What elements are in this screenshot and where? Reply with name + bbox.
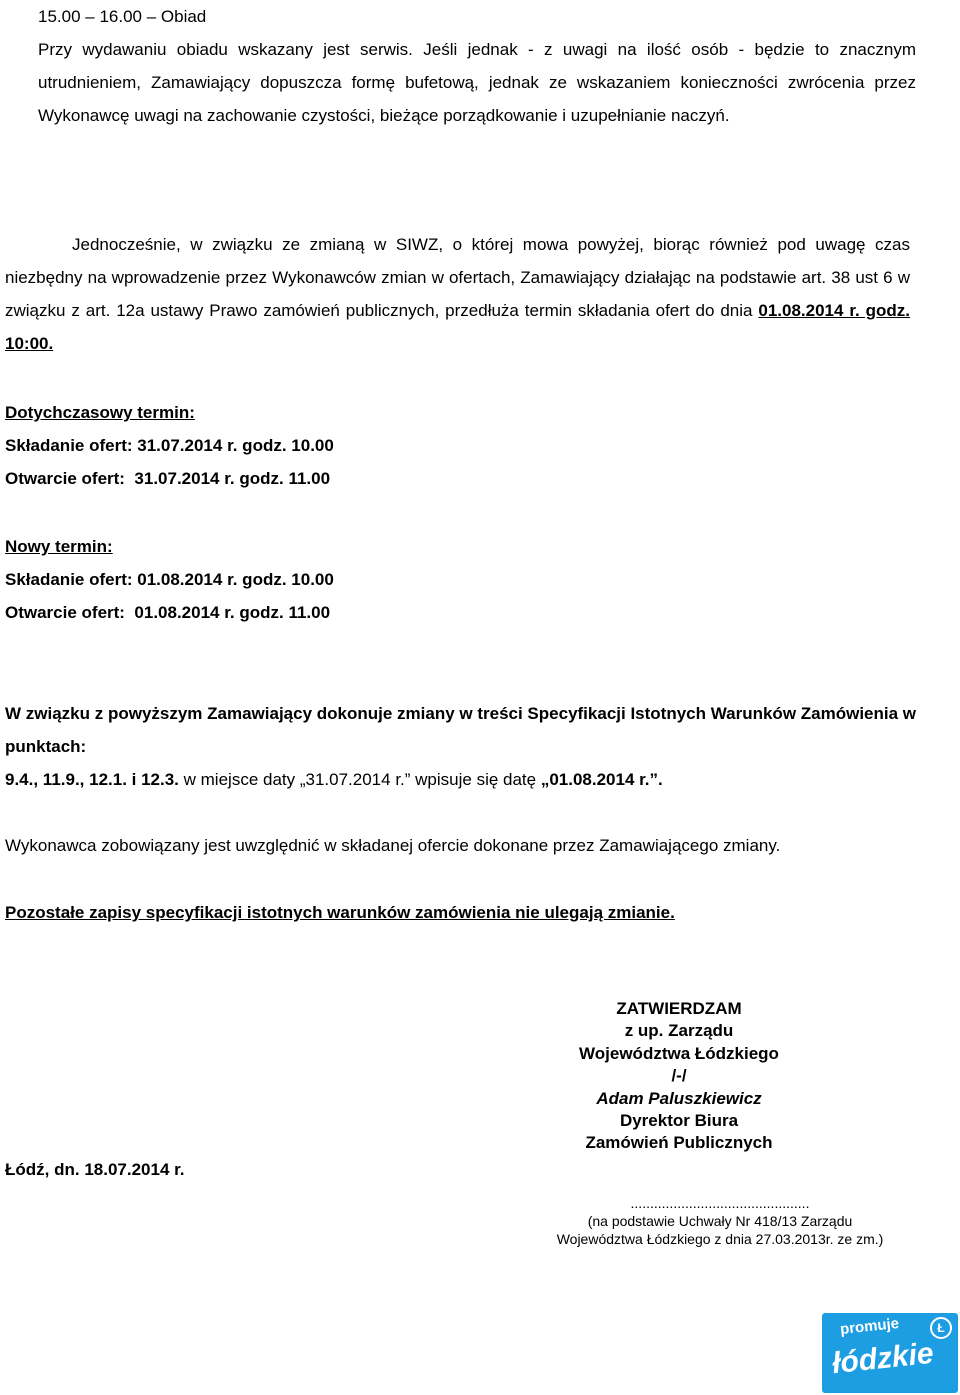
lunch-body: Przy wydawaniu obiadu wskazany jest serwis. Jeśli jednak - z uwagi na ilość osób - będzie to znacznym utrudnieniem, Zamawiający dopuszcza formę bufetową, jednak ze wskazaniem konieczności zwrócenia przez Wykonawcę uwagi na zachowanie czystości, bieżące porządkowanie i uzupełnianie naczyń. — [38, 40, 916, 125]
lunch-section — [38, 0, 916, 132]
footnote — [520, 1194, 920, 1248]
extension-text: Jednocześnie, w związku ze zmianą w SIWZ, o której mowa powyżej, biorąc również pod uwagę czas niezbędny na wprowadzenie przez Wykonawców zmian w ofertach, Zamawiający działając na podstawie art. 38 ust 6 w związku z art. 12a ustawy Prawo zamówień publicznych, przedłuża termin składania ofert do dnia — [5, 235, 910, 320]
lunch-time: 15.00 – 16.00 – Obiad — [38, 7, 207, 26]
old-term-opening: Otwarcie ofert: 31.07.2014 r. godz. 11.00 — [5, 469, 331, 488]
footnote-dots: .............................................. — [630, 1195, 810, 1211]
place-date: Łódź, dn. 18.07.2014 r. — [5, 1160, 185, 1179]
approval-role2: Zamówień Publicznych — [585, 1133, 773, 1153]
footnote-line2: Województwa Łódzkiego z dnia 27.03.2013r. ze zm.) — [556, 1231, 884, 1247]
approval-line1: ZATWIERDZAM — [616, 999, 742, 1018]
old-term-submission: Składanie ofert: 31.07.2014 r. godz. 10.00 — [5, 436, 334, 455]
approval-line4: /-/ — [671, 1066, 687, 1086]
extension-paragraph — [5, 228, 910, 360]
contractor-note: Wykonawca zobowiązany jest uwzględnić w składanej ofercie dokonane przez Zamawiającego zmiany. — [5, 836, 781, 855]
logo-mark-icon: Ł — [930, 1317, 952, 1339]
new-term-section — [5, 530, 705, 629]
changes-section — [5, 697, 925, 796]
approval-line2: z up. Zarządu — [624, 1021, 734, 1041]
new-term-heading: Nowy termin: — [5, 537, 113, 556]
approval-name: Adam Paluszkiewicz — [596, 1088, 762, 1108]
logo-big-text: łódzkie — [830, 1336, 936, 1381]
changes-new-date: „01.08.2014 r.”. — [540, 770, 663, 789]
old-term-section — [5, 396, 705, 495]
footnote-line1: (na podstawie Uchwały Nr 418/13 Zarządu — [587, 1213, 853, 1229]
approval-block — [520, 998, 838, 1155]
changes-intro: W związku z powyższym Zamawiający dokonuje zmiany w treści Specyfikacji Istotnych Warunków Zamówienia w punktach: — [5, 704, 917, 756]
promuje-lodzkie-logo — [822, 1313, 958, 1393]
new-term-submission: Składanie ofert: 01.08.2014 r. godz. 10.00 — [5, 570, 334, 589]
logo-small-text: promuje — [839, 1314, 900, 1339]
remaining-note: Pozostałe zapisy specyfikacji istotnych warunków zamówienia nie ulegają zmianie. — [5, 903, 675, 922]
changes-points: 9.4., 11.9., 12.1. i 12.3. — [5, 770, 179, 789]
approval-line3: Województwa Łódzkiego — [579, 1043, 779, 1063]
approval-role1: Dyrektor Biura — [619, 1111, 739, 1131]
extension-deadline: 01.08.2014 r. godz. 10:00. — [5, 301, 910, 353]
changes-middle: w miejsce daty „31.07.2014 r.” wpisuje się datę — [178, 770, 541, 789]
old-term-heading: Dotychczasowy termin: — [5, 403, 195, 422]
new-term-opening: Otwarcie ofert: 01.08.2014 r. godz. 11.00 — [5, 603, 331, 622]
